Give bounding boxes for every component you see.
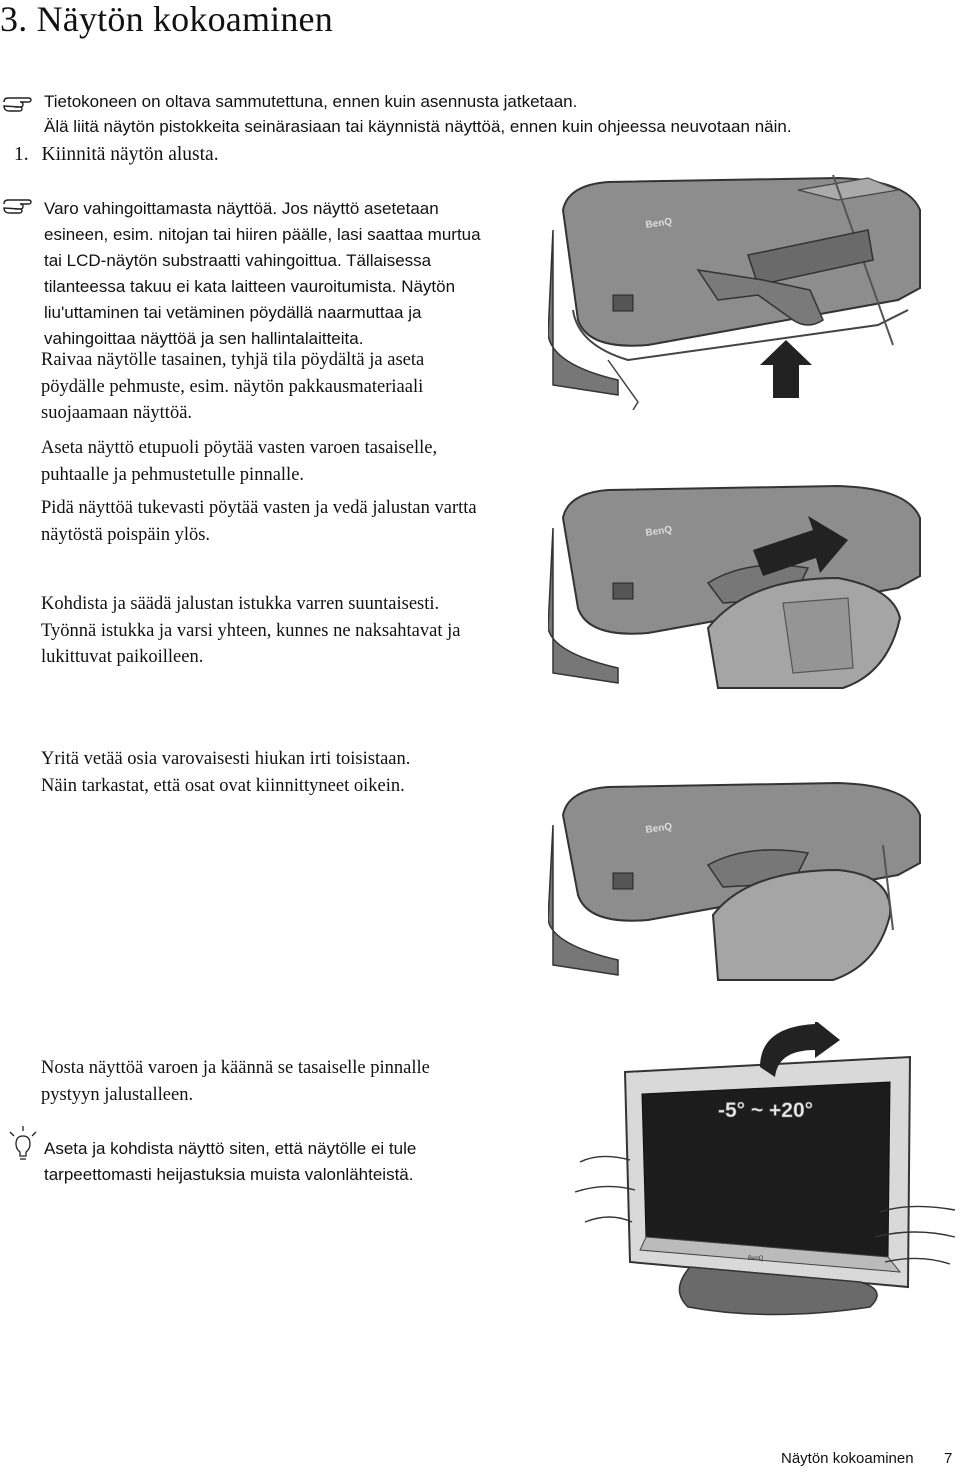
text-line: pöydälle pehmuste, esim. näytön pakkausmateriaali [41, 376, 424, 397]
text-line: näytöstä poispäin ylös. [41, 524, 211, 545]
step-title: Kiinnitä näytön alusta. [41, 144, 219, 165]
text-line: Raivaa näytölle tasainen, tyhjä tila pöydältä ja aseta [41, 350, 425, 370]
text-line: Kohdista ja säädä jalustan istukka varren suuntaisesti. [41, 594, 440, 614]
text-line: suojaamaan näyttöä. [41, 403, 193, 423]
illustration-attach-base [548, 478, 960, 693]
footer-page-number: 7 [944, 1450, 953, 1467]
text-line: lukittuvat paikoilleen. [41, 647, 204, 667]
intro-note-line1: Tietokoneen on oltava sammutettuna, ennen kuin asennusta jatketaan. [44, 92, 578, 111]
warning-note [44, 196, 481, 352]
intro-note-line2: Älä liitä näytön pistokkeita seinärasiaan tai käynnistä näyttöä, ennen kuin ohjeessa neuvotaan näin. [44, 117, 792, 136]
page-title: 3. Näytön kokoaminen [0, 0, 333, 39]
warning-line: liu'uttaminen tai vetäminen pöydällä naarmuttaa ja [44, 303, 422, 322]
tip-line: tarpeettomasti heijastuksia muista valonlähteistä. [44, 1165, 414, 1184]
instruction-place-face-down [41, 435, 437, 488]
intro-note [44, 89, 792, 140]
text-line: Aseta näyttö etupuoli pöytää vasten varoen tasaiselle, [41, 438, 438, 458]
tip-line: Aseta ja kohdista näyttö siten, että näytölle ei tule [44, 1139, 417, 1158]
text-line: puhtaalle ja pehmustetulle pinnalle. [41, 464, 305, 485]
instruction-lift-monitor [41, 1055, 430, 1108]
text-line: Työnnä istukka ja varsi yhteen, kunnes ne naksahtavat ja [41, 620, 461, 641]
pointing-hand-icon [2, 194, 36, 216]
instruction-pull-arm [41, 495, 477, 548]
step1-heading [14, 144, 219, 166]
instruction-check-attachment [41, 746, 410, 799]
illustration-monitor-tilt [570, 1022, 960, 1324]
pointing-hand-icon [2, 92, 36, 114]
instruction-attach-base [41, 591, 460, 671]
brand-logo: BenQ [644, 524, 673, 539]
warning-line: tai LCD-näytön substraatti vahingoittua. Tällaisessa [44, 251, 432, 270]
text-line: Pidä näyttöä tukevasti pöytää vasten ja vedä jalustan vartta [41, 498, 477, 518]
text-line: pystyyn jalustalleen. [41, 1084, 194, 1105]
warning-line: Varo vahingoittamasta näyttöä. Jos näyttö asetetaan [44, 199, 439, 218]
brand-logo-front: BenQ [748, 1256, 764, 1262]
footer-section: Näytön kokoaminen [781, 1450, 914, 1467]
text-line: Nosta näyttöä varoen ja käännä se tasaiselle pinnalle [41, 1058, 430, 1078]
warning-line: vahingoittaa näyttöä ja sen hallintalaitteita. [44, 329, 364, 348]
illustration-base-attached [548, 775, 960, 985]
instruction-clear-space [41, 347, 424, 427]
tip-note [44, 1136, 416, 1188]
text-line: Yritä vetää osia varovaisesti hiukan irti toisistaan. [41, 749, 411, 769]
lightbulb-icon [6, 1124, 40, 1164]
up-arrow-icon [760, 340, 812, 398]
text-line: Näin tarkastat, että osat ovat kiinnittyneet oikein. [41, 775, 405, 796]
warning-line: esineen, esim. nitojan tai hiiren päälle, lasi saattaa murtua [44, 225, 481, 244]
brand-logo: BenQ [644, 821, 673, 836]
warning-line: tilanteessa takuu ei kata laitteen vauroitumista. Näytön [44, 277, 456, 296]
tilt-range-label: -5° ~ +20° [718, 1099, 814, 1122]
step-number: 1. [14, 144, 29, 165]
illustration-pull-arm [548, 170, 960, 410]
brand-logo: BenQ [644, 216, 673, 231]
